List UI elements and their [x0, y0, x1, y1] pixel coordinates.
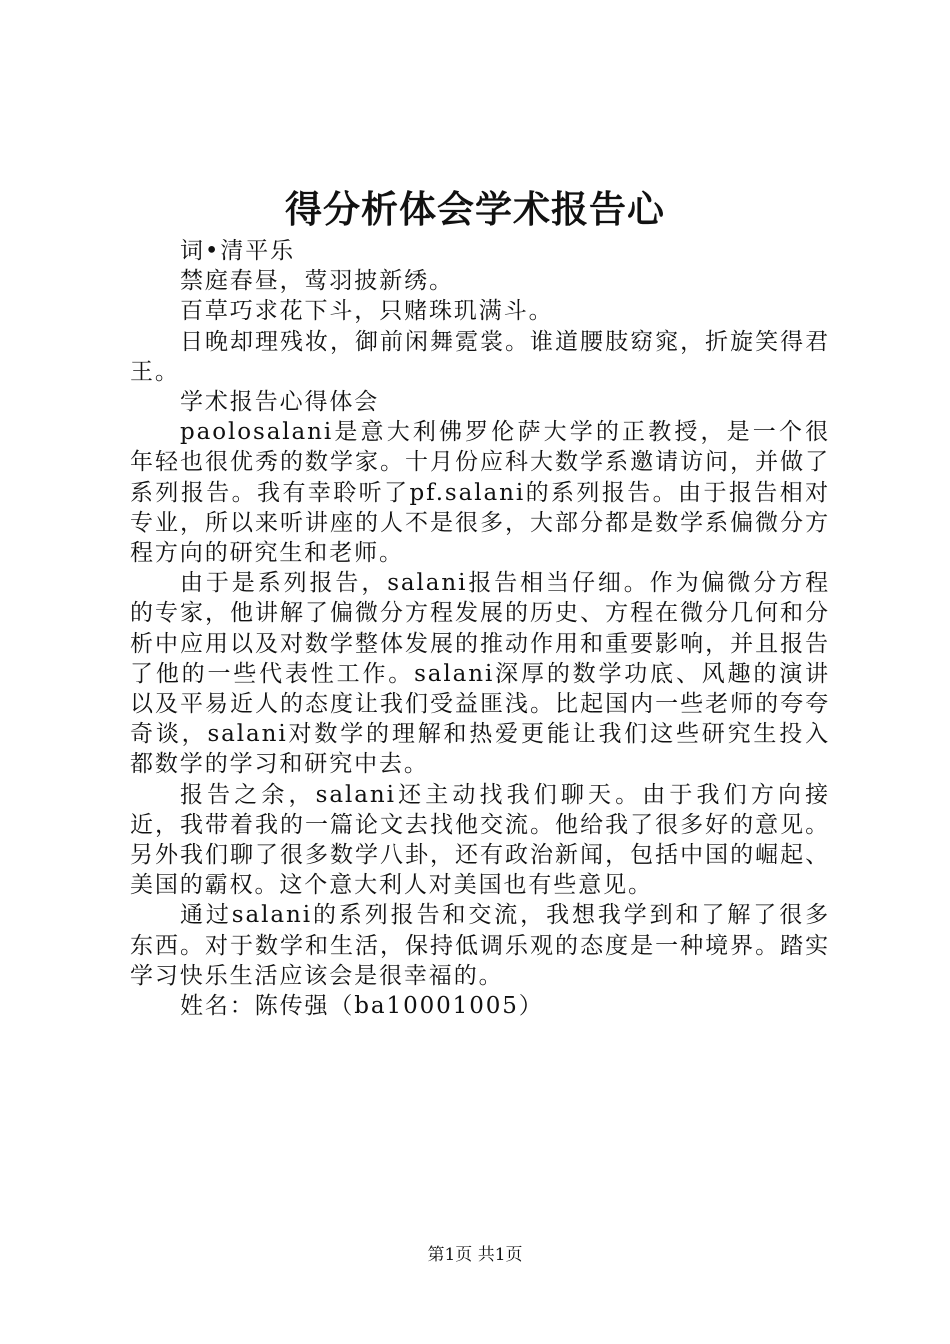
body-paragraph-1: paolosalani是意大利佛罗伦萨大学的正教授，是一个很年轻也很优秀的数学家。十月份应科大数学系邀请访问，并做了系列报告。我有幸聆听了pf.salani的系列报告。由于报告相对专业，所以来听讲座的人不是很多，大部分都是数学系偏微分方程方向的研究生和老师。: [130, 419, 830, 567]
body-paragraph-4: 通过salani的系列报告和交流，我想我学到和了解了很多东西。对于数学和生活，保持低调乐观的态度是一种境界。踏实学习快乐生活应该会是很幸福的。: [130, 902, 830, 989]
poem-line-3: 日晚却理残妆，御前闲舞霓裳。谁道腰肢窈窕，折旋笑得君王。: [130, 328, 830, 385]
poem-line-1: 禁庭春昼，莺羽披新绣。: [180, 268, 454, 295]
body-paragraph-3: 报告之余，salani还主动找我们聊天。由于我们方向接近，我带着我的一篇论文去找他交流。他给我了很多好的意见。另外我们聊了很多数学八卦，还有政治新闻，包括中国的崛起、美国的霸权。这个意大利人对美国也有些意见。: [130, 781, 830, 899]
author-line: 姓名：陈传强（ba10001005）: [180, 993, 544, 1020]
page-number-footer: 第1页 共1页: [427, 1245, 523, 1265]
document-title: 得分析体会学术报告心: [285, 187, 665, 231]
poem-line-2: 百草巧求花下斗，只赌珠玑满斗。: [180, 298, 554, 325]
poem-heading: 词•清平乐: [180, 238, 296, 264]
body-paragraph-2: 由于是系列报告，salani报告相当仔细。作为偏微分方程的专家，他讲解了偏微分方程发展的历史、方程在微分几何和分析中应用以及对数学整体发展的推动作用和重要影响，并且报告了他的一些代表性工作。salani深厚的数学功底、风趣的演讲以及平易近人的态度让我们受益匪浅。比起国内一些老师的夸夸奇谈，salani对数学的理解和热爱更能让我们这些研究生投入都数学的学习和研究中去。: [130, 570, 830, 778]
document-body: [130, 236, 830, 1021]
section-heading: 学术报告心得体会: [180, 389, 380, 416]
